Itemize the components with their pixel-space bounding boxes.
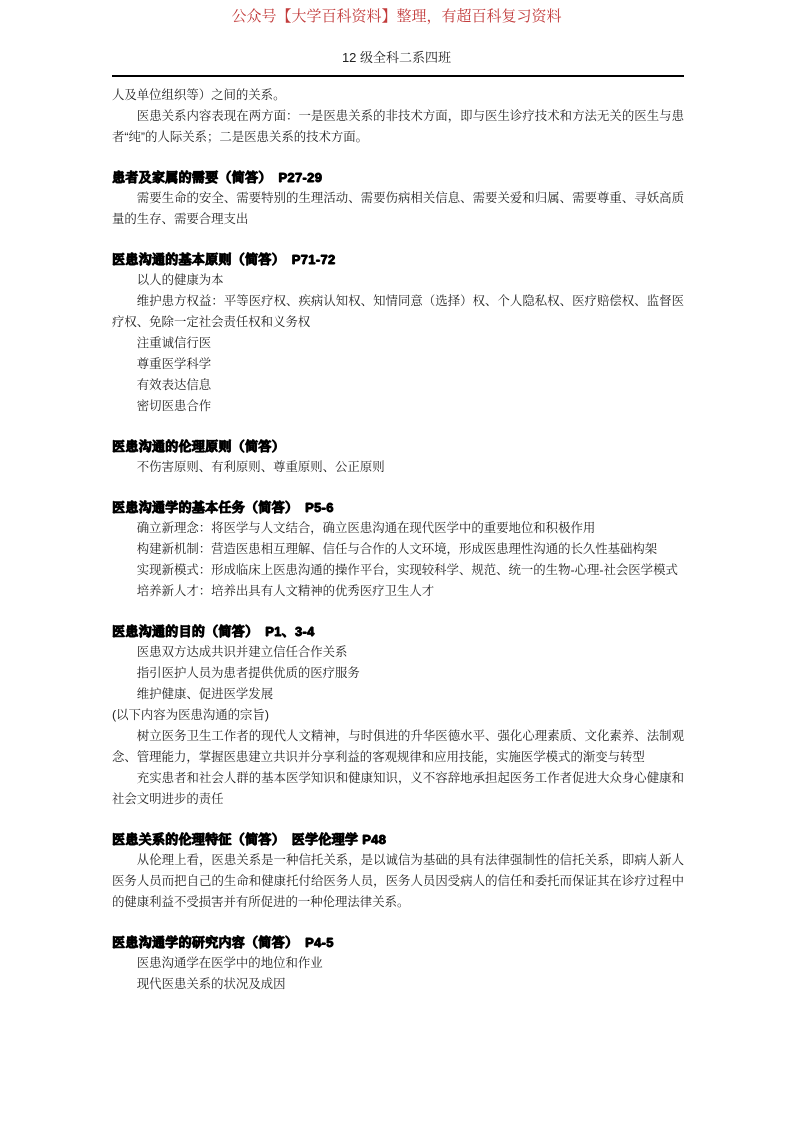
- paragraph: 实现新模式：形成临床上医患沟通的操作平台，实现较科学、规范、统一的生物-心理-社会医学模式: [136, 563, 678, 577]
- intro-paragraphs: [112, 85, 684, 148]
- section-paragraphs: [112, 518, 684, 602]
- banner-title: 公众号【大学百科资料】整理，有超百科复习资料: [231, 9, 562, 25]
- paragraph: 注重诚信行医: [136, 336, 212, 350]
- paragraph: 有效表达信息: [136, 378, 212, 392]
- paragraph: 培养新人才：培养出具有人文精神的优秀医疗卫生人才: [136, 584, 435, 598]
- paragraph: 密切医患合作: [136, 399, 212, 413]
- paragraph: 医患关系内容表现在两方面：一是医患关系的非技术方面，即与医生诊疗技术和方法无关的医生与患者“纯”的人际关系；二是医患关系的技术方面。: [112, 109, 684, 144]
- section: [112, 829, 684, 913]
- section-paragraphs: [112, 270, 684, 417]
- class-title: 12 级全科二系四班: [341, 50, 452, 65]
- section: [112, 167, 684, 230]
- section: [112, 249, 684, 417]
- document-content: [112, 77, 684, 995]
- paragraph: 维护患方权益：平等医疗权、疾病认知权、知情同意（选择）权、个人隐私权、医疗赔偿权、监督医疗权、免除一定社会责任权和义务权: [112, 294, 684, 329]
- section-heading: 患者及家属的需要（简答） P27-29: [112, 170, 323, 185]
- section-heading: 医患沟通学的研究内容（简答） P4-5: [112, 935, 334, 950]
- paragraph: 以人的健康为本: [136, 273, 224, 287]
- paragraph: 从伦理上看，医患关系是一种信托关系，是以诚信为基础的具有法律强制性的信托关系，即病人新人医务人员而把自己的生命和健康托付给医务人员，医务人员因受病人的信任和委托而保证其在诊疗过程中的健康利益不受损害并有所促进的一种伦理法律关系。: [112, 853, 684, 909]
- paragraph: 医患双方达成共识并建立信任合作关系: [136, 645, 348, 659]
- paragraph: 构建新机制：营造医患相互理解、信任与合作的人文环境，形成医患理性沟通的长久性基础构架: [136, 542, 658, 556]
- section: [112, 436, 684, 478]
- paragraph: 不伤害原则、有利原则、尊重原则、公正原则: [136, 460, 385, 474]
- section-paragraphs: [112, 850, 684, 913]
- document-header: [0, 0, 793, 67]
- paragraph: 指引医护人员为患者提供优质的医疗服务: [136, 666, 360, 680]
- section-paragraphs: [112, 457, 684, 478]
- paragraph: 现代医患关系的状况及成因: [136, 977, 286, 991]
- section-heading: 医患关系的伦理特征（简答） 医学伦理学 P48: [112, 832, 387, 847]
- section-paragraphs: [112, 642, 684, 810]
- section-paragraphs: [112, 188, 684, 230]
- paragraph: 尊重医学科学: [136, 357, 212, 371]
- paragraph: 确立新理念：将医学与人文结合，确立医患沟通在现代医学中的重要地位和积极作用: [136, 521, 596, 535]
- section-paragraphs: [112, 953, 684, 995]
- paragraph: 充实患者和社会人群的基本医学知识和健康知识，义不容辞地承担起医务工作者促进大众身心健康和社会文明进步的责任: [112, 771, 684, 806]
- paragraph: 医患沟通学在医学中的地位和作业: [136, 956, 323, 970]
- section: [112, 497, 684, 602]
- paragraph: 需要生命的安全、需要特别的生理活动、需要伤病相关信息、需要关爱和归属、需要尊重、寻妖高质量的生存、需要合理支出: [112, 191, 684, 226]
- section: [112, 621, 684, 810]
- section-heading: 医患沟通的伦理原则（简答）: [112, 439, 285, 454]
- paragraph: 树立医务卫生工作者的现代人文精神，与时俱进的升华医德水平、强化心理素质、文化素养、法制观念、管理能力，掌握医患建立共识并分享利益的客观规律和应用技能，实施医学模式的渐变与转型: [112, 729, 684, 764]
- section: [112, 932, 684, 995]
- sections: [112, 167, 684, 995]
- section-heading: 医患沟通的基本原则（简答） P71-72: [112, 252, 336, 267]
- paragraph: 人及单位组织等）之间的关系。: [112, 88, 286, 102]
- paragraph: 维护健康、促进医学发展: [136, 687, 274, 701]
- section-heading: 医患沟通学的基本任务（简答） P5-6: [112, 500, 334, 515]
- paragraph: (以下内容为医患沟通的宗旨): [112, 708, 269, 722]
- section-heading: 医患沟通的目的（简答） P1、3-4: [112, 624, 315, 639]
